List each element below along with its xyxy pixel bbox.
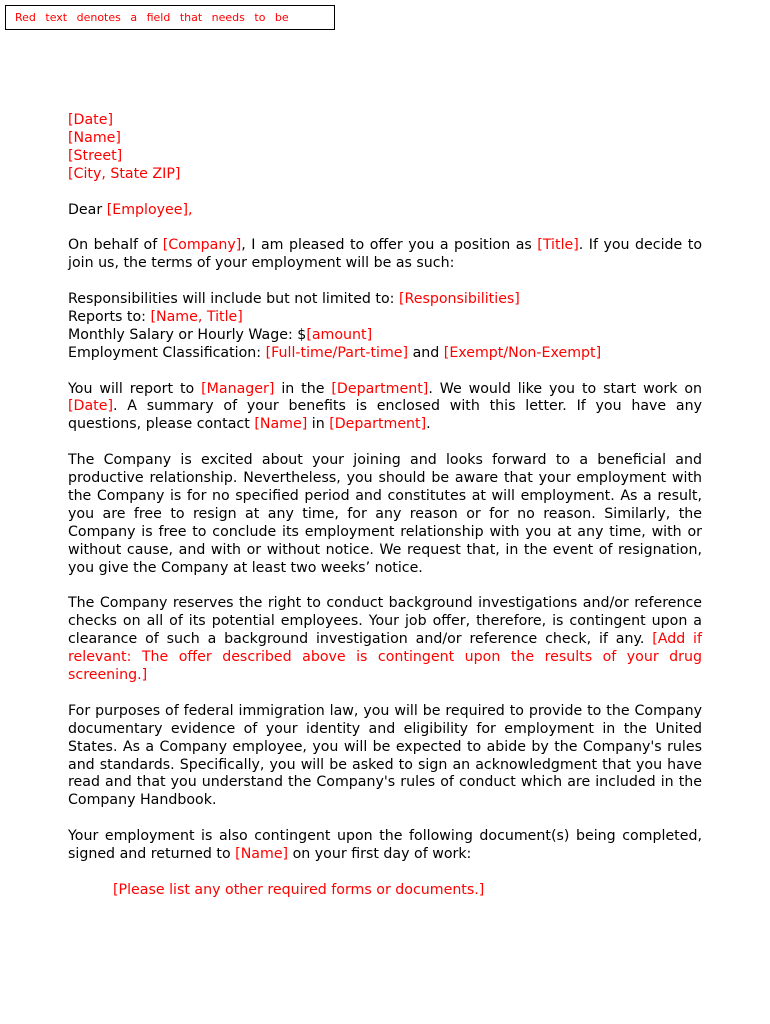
company-field: [Company] [162, 237, 242, 254]
classification-field-2: [Exempt/Non-Exempt] [443, 344, 602, 361]
date-field: [Date] [68, 112, 113, 128]
offer-paragraph [68, 237, 702, 273]
reporting-text-1: You will report to [68, 380, 202, 397]
department-field: [Department] [331, 380, 429, 397]
contact-name-field: [Name] [254, 416, 308, 433]
greeting [68, 202, 702, 220]
title-field: [Title] [537, 237, 579, 254]
street-field: [Street] [68, 147, 123, 164]
offer-letter-body [68, 112, 702, 918]
red-text-notice [5, 5, 335, 30]
reporting-text-3: . We would like you to start work on [428, 380, 703, 397]
greeting-dear: Dear [68, 201, 107, 218]
documents-text-2: on your first day of work: [288, 846, 472, 863]
responsibilities-label: Responsibilities will include but not limited to: [68, 291, 399, 308]
classification-field-1: [Full-time/Part-time] [265, 344, 409, 361]
name-field: [Name] [68, 129, 121, 146]
salary-line [68, 327, 702, 345]
reporting-text-4: . A summary of your benefits is enclosed with this letter. If you have any questions, please contact [68, 398, 702, 433]
notice-text: Red text denotes a field that needs to be [15, 11, 289, 24]
reporting-paragraph [68, 381, 702, 435]
reports-to-line [68, 309, 702, 327]
documents-paragraph [68, 828, 702, 864]
contact-department-field: [Department] [329, 416, 427, 433]
immigration-paragraph: For purposes of federal immigration law, you will be required to provide to the Company documentary evidence of your identity and eligibility for employment in the United States. As a Company employee, you will be expected to abide by the Company's rules and standards. Specifically, you will be asked to sign an acknowledgment that you have read and that you understand the Company's rules of conduct which are included in the Company Handbook. [68, 702, 702, 809]
city-state-zip-field: [City, State ZIP] [68, 165, 181, 182]
salary-field: [amount] [306, 326, 373, 343]
reporting-text-5: in [307, 416, 330, 433]
start-date-field: [Date] [68, 398, 113, 415]
classification-line [68, 345, 702, 363]
background-check-paragraph [68, 595, 702, 685]
return-to-name-field: [Name] [235, 846, 289, 863]
at-will-paragraph: The Company is excited about your joining and looks forward to a beneficial and productive relationship. Nevertheless, you should be aware that your employment with the Company is for no specified period and constitutes at will employment. As a result, you are free to resign at any time, for any reason or for no reason. Similarly, the Company is free to conclude its employment relationship with you at any time, with or without cause, and with or without notice. We request that, in the event of resignation, you give the Company at least two weeks’ notice. [68, 452, 702, 576]
background-check-text: The Company reserves the right to conduct background investigations and/or reference checks on all of its potential employees. Your job offer, therefore, is contingent upon a clearance of such a background investigation and/or reference check, if any. [68, 595, 702, 648]
drug-screening-field: [Add if relevant: The offer described above is contingent upon the results of your drug screening.] [68, 631, 702, 683]
offer-text-1: On behalf of [68, 237, 163, 254]
employee-field: [Employee], [106, 201, 193, 218]
required-documents-field: [Please list any other required forms or documents.] [113, 881, 485, 898]
responsibilities-line [68, 291, 702, 309]
offer-text-2: , I am pleased to offer you a position as [241, 237, 538, 254]
documents-text-1: Your employment is also contingent upon the following document(s) being completed, signed and returned to [68, 828, 702, 863]
reporting-text-2: in the [274, 380, 332, 397]
reports-to-field: [Name, Title] [150, 308, 243, 325]
reporting-text-6: . [426, 416, 431, 433]
reports-to-label: Reports to: [68, 308, 151, 325]
classification-label: Employment Classification: [68, 344, 266, 361]
salary-label: Monthly Salary or Hourly Wage: $ [68, 326, 307, 343]
manager-field: [Manager] [201, 380, 275, 397]
terms-list [68, 291, 702, 363]
offer-text-3: . If you decide to join us, the terms of your employment will be as such: [68, 237, 702, 272]
address-block [68, 112, 702, 184]
classification-and: and [408, 344, 444, 361]
responsibilities-field: [Responsibilities] [398, 291, 520, 308]
